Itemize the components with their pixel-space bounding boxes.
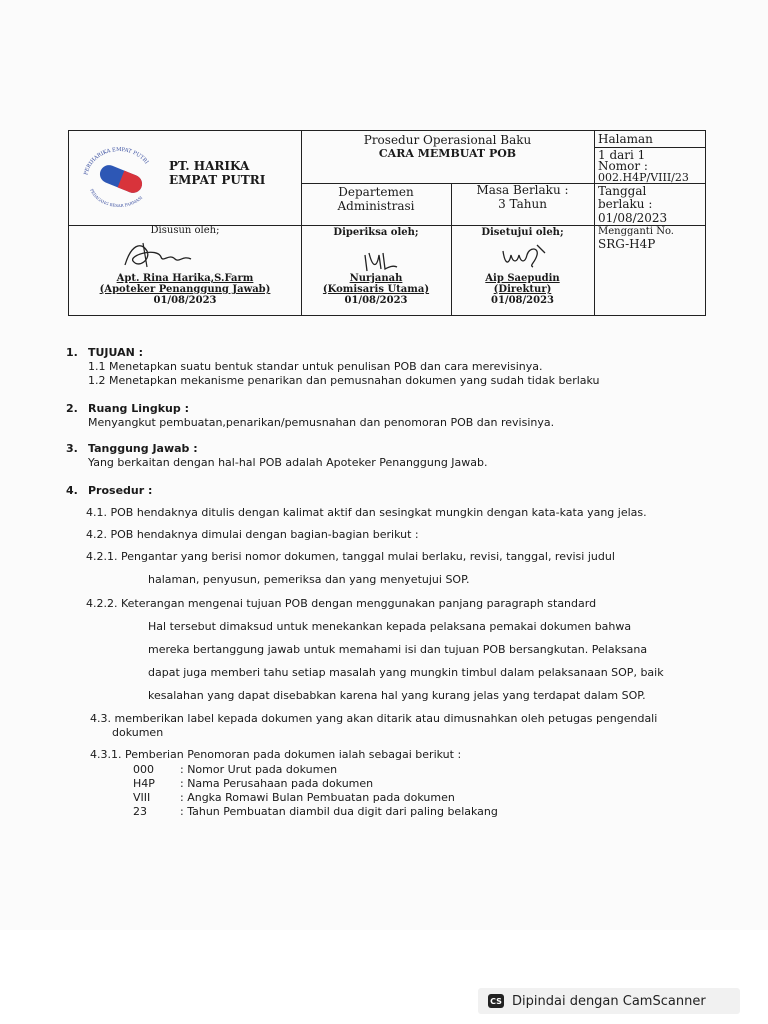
paragraph-line: 4.2.2. Keterangan mengenai tujuan POB dengan menggunakan panjang paragraph standard — [86, 597, 597, 610]
section-number: 3. — [66, 442, 78, 455]
replaces-value: SRG-H4P — [598, 237, 656, 251]
prepared-date: 01/08/2023 — [153, 295, 217, 306]
department-value: Administrasi — [337, 199, 415, 213]
paragraph-line: 4.2. POB hendaknya dimulai dengan bagian-bagian berikut : — [86, 528, 419, 541]
camscanner-watermark — [478, 988, 740, 1014]
paragraph-line: Hal tersebut dimaksud untuk menekankan kepada pelaksana pemakai dokumen bahwa — [148, 620, 632, 633]
section-number: 2. — [66, 402, 78, 415]
code-desc: : Nama Perusahaan pada dokumen — [180, 777, 374, 790]
section-number: 1. — [66, 346, 78, 359]
paragraph-line: Yang berkaitan dengan hal-hal POB adalah Apoteker Penanggung Jawab. — [88, 456, 488, 469]
section-title: Prosedur : — [88, 484, 153, 497]
code-key: 23 — [133, 805, 147, 818]
approved-role: (Direktur) — [493, 284, 552, 295]
paragraph-line: dokumen — [112, 726, 164, 739]
paragraph-line: Menyangkut pembuatan,penarikan/pemusnahan dan penomoran POB dan revisinya. — [88, 416, 555, 429]
paragraph-line: dapat juga memberi tahu setiap masalah yang mungkin timbul dalam pelaksanaan SOP, baik — [148, 666, 664, 679]
signature-prepared — [117, 237, 197, 273]
document-header-table — [68, 130, 706, 316]
paragraph-line: 4.1. POB hendaknya ditulis dengan kalimat aktif dan sesingkat mungkin dengan kata-kata yang jelas. — [86, 506, 647, 519]
section-title: Tanggung Jawab : — [88, 442, 198, 455]
replaces-label: Mengganti No. — [598, 226, 674, 237]
approved-label: Disetujui oleh; — [481, 227, 564, 238]
document-subtitle: CARA MEMBUAT POB — [378, 147, 517, 160]
logo-ring-text-bottom: PEDAGANG BESAR FARMASI — [89, 188, 144, 207]
validity-label: Masa Berlaku : — [476, 183, 569, 197]
paragraph-line: halaman, penyusun, pemeriksa dan yang menyetujui SOP. — [148, 573, 470, 586]
checked-name: Nurjanah — [349, 273, 403, 284]
checked-role: (Komisaris Utama) — [322, 284, 430, 295]
section-number: 4. — [66, 484, 78, 497]
paragraph-line: 4.3. memberikan label kepada dokumen yang akan ditarik atau dimusnahkan oleh petugas pengendali — [90, 712, 658, 725]
approved-name: Aip Saepudin — [485, 273, 560, 284]
prepared-role: (Apoteker Penanggung Jawab) — [99, 284, 271, 295]
prepared-label: Disusun oleh; — [150, 225, 220, 236]
section-title: Ruang Lingkup : — [88, 402, 189, 415]
paragraph-line: kesalahan yang dapat disebabkan karena hal yang kurang jelas yang terdapat dalam SOP. — [148, 689, 646, 702]
code-desc: : Tahun Pembuatan diambil dua digit dari paling belakang — [180, 805, 498, 818]
signature-checked — [359, 249, 399, 273]
code-key: 000 — [133, 763, 154, 776]
approved-date: 01/08/2023 — [491, 295, 554, 306]
code-desc: : Angka Romawi Bulan Pembuatan pada dokumen — [180, 791, 455, 804]
paragraph-line: 4.3.1. Pemberian Penomoran pada dokumen ialah sebagai berikut : — [90, 748, 462, 761]
validity-value: 3 Tahun — [498, 197, 547, 211]
department-label: Departemen — [338, 185, 414, 199]
number-value: 002.H4P/VIII/23 — [598, 171, 689, 184]
camscanner-icon: CS — [488, 994, 504, 1008]
signature-approved — [499, 241, 549, 269]
paragraph-line: 4.2.1. Pengantar yang berisi nomor dokumen, tanggal mulai berlaku, revisi, tanggal, revisi judul — [86, 550, 615, 563]
company-name: PT. HARIKA EMPAT PUTRI — [169, 159, 266, 187]
number-label: Nomor : — [598, 159, 648, 173]
date-label-2: berlaku : — [598, 197, 653, 211]
date-value: 01/08/2023 — [598, 211, 668, 225]
section-title: TUJUAN : — [88, 346, 144, 359]
paragraph-line: 1.1 Menetapkan suatu bentuk standar untuk penulisan POB dan cara merevisinya. — [88, 360, 543, 373]
paragraph-line: 1.2 Menetapkan mekanisme penarikan dan pemusnahan dokumen yang sudah tidak berlaku — [88, 374, 600, 387]
page-value: 1 dari 1 — [598, 148, 646, 162]
checked-date: 01/08/2023 — [344, 295, 408, 306]
code-key: H4P — [133, 777, 155, 790]
prepared-name: Apt. Rina Harika,S.Farm — [116, 273, 254, 284]
company-logo — [77, 141, 161, 207]
paragraph-line: mereka bertanggung jawab untuk memahami isi dan tujuan POB bersangkutan. Pelaksana — [148, 643, 648, 656]
date-label: Tanggal — [598, 184, 647, 198]
code-desc: : Nomor Urut pada dokumen — [180, 763, 338, 776]
document-title: Prosedur Operasional Baku — [363, 133, 532, 147]
logo-ring-text: PERIHARIKA EMPAT PUTRI — [83, 146, 150, 176]
code-key: VIII — [133, 791, 151, 804]
camscanner-text: Dipindai dengan CamScanner — [512, 993, 706, 1009]
checked-label: Diperiksa oleh; — [333, 227, 419, 238]
page-label: Halaman — [598, 132, 653, 146]
divider — [594, 131, 595, 315]
